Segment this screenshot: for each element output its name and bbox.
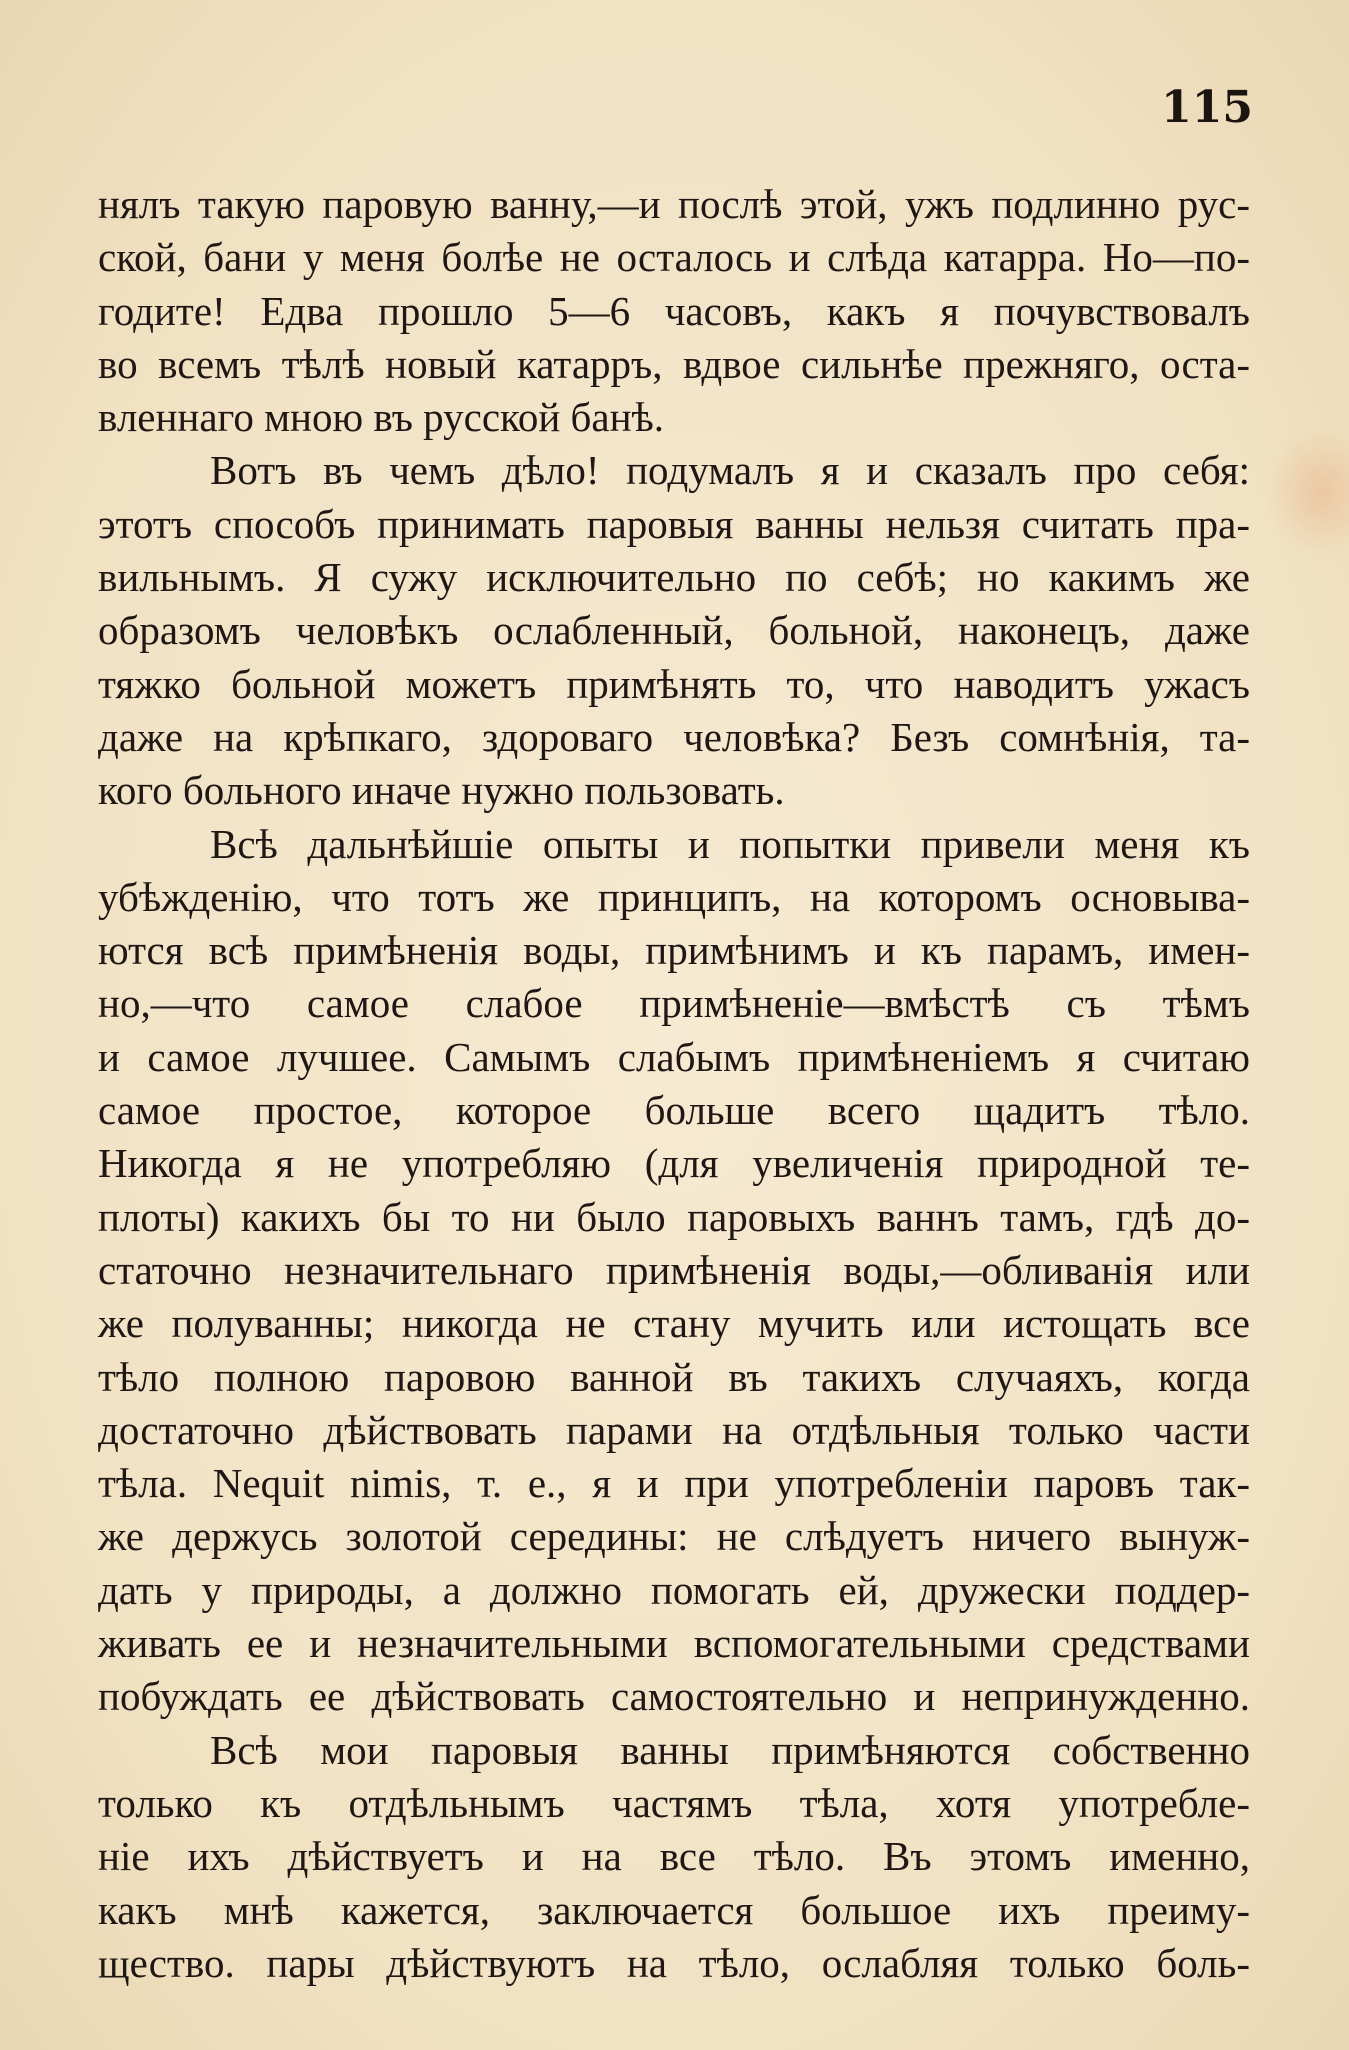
- body-text: [98, 178, 1250, 1990]
- text-line: ются всѣ примѣненія воды, примѣнимъ и къ парамъ, имен-: [98, 927, 1250, 974]
- paragraph-last-line: побуждать ее дѣйствовать самостоятельно и непринужденно.: [98, 1673, 1250, 1720]
- text-line: даже на крѣпкаго, здороваго человѣка? Безъ сомнѣнія, та-: [98, 713, 1250, 760]
- text-line: этотъ способъ принимать паровыя ванны нельзя считать пра-: [98, 500, 1250, 547]
- text-line: нялъ такую паровую ванну,—и послѣ этой, ужъ подлинно рус-: [98, 181, 1250, 227]
- text-line: только къ отдѣльнымъ частямъ тѣла, хотя употребле-: [98, 1779, 1250, 1826]
- paragraph-first-line: Всѣ мои паровыя ванны примѣняются собственно: [210, 1726, 1250, 1773]
- text-line: образомъ человѣкъ ослабленный, больной, наконецъ, даже: [98, 607, 1250, 654]
- text-line: же держусь золотой середины: не слѣдуетъ ничего вынуж-: [98, 1513, 1250, 1560]
- paragraph-first-line: Всѣ дальнѣйшіе опыты и попытки привели меня къ: [210, 820, 1250, 867]
- text-line: годите! Едва прошло 5—6 часовъ, какъ я почувствовалъ: [98, 287, 1250, 334]
- text-line: тѣло полною паровою ванной въ такихъ случаяхъ, когда: [98, 1353, 1250, 1400]
- paragraph-last-line: кого больного иначе нужно пользовать.: [98, 767, 785, 814]
- text-line: тѣла. Nequit nimis, т. е., я и при употребленіи паровъ так-: [98, 1460, 1250, 1507]
- text-line: какъ мнѣ кажется, заключается большое ихъ преиму-: [98, 1886, 1250, 1933]
- text-line: щество. пары дѣйствуютъ на тѣло, ослабляя только боль-: [98, 1939, 1250, 1986]
- text-line: плоты) какихъ бы то ни было паровыхъ ваннъ тамъ, гдѣ до-: [98, 1193, 1250, 1240]
- text-line: живать ее и незначительными вспомогательными средствами: [98, 1620, 1250, 1667]
- text-line: тяжко больной можетъ примѣнять то, что наводитъ ужасъ: [98, 660, 1250, 707]
- text-line: ніе ихъ дѣйствуетъ и на все тѣло. Въ этомъ именно,: [98, 1833, 1250, 1880]
- text-line: ской, бани у меня болѣе не осталось и слѣда катарра. Но—по-: [98, 234, 1250, 281]
- text-line: и самое лучшее. Самымъ слабымъ примѣненіемъ я считаю: [98, 1033, 1250, 1080]
- text-line: убѣжденію, что тотъ же принципъ, на которомъ основыва-: [98, 873, 1250, 920]
- text-line: во всемъ тѣлѣ новый катарръ, вдвое сильнѣе прежняго, оста-: [98, 340, 1250, 387]
- text-line: вильнымъ. Я сужу исключительно по себѣ; но какимъ же: [98, 554, 1250, 601]
- text-line: достаточно дѣйствовать парами на отдѣльныя только части: [98, 1406, 1250, 1453]
- text-line: но,—что самое слабое примѣненіе—вмѣстѣ съ тѣмъ: [98, 980, 1250, 1027]
- text-line: статочно незначительнаго примѣненія воды,—обливанія или: [98, 1246, 1250, 1293]
- text-line: самое простое, которое больше всего щадитъ тѣло.: [98, 1087, 1250, 1134]
- paragraph-first-line: Вотъ въ чемъ дѣло! подумалъ я и сказалъ про себя:: [210, 447, 1250, 494]
- text-line: дать у природы, а должно помогать ей, дружески поддер-: [98, 1566, 1250, 1613]
- page-number: 115: [1161, 82, 1253, 133]
- text-line: Никогда я не употребляю (для увеличенія природной те-: [98, 1140, 1250, 1187]
- text-line: же полуванны; никогда не стану мучить или истощать все: [98, 1300, 1250, 1347]
- paragraph-last-line: вленнаго мною въ русской банѣ.: [98, 394, 665, 441]
